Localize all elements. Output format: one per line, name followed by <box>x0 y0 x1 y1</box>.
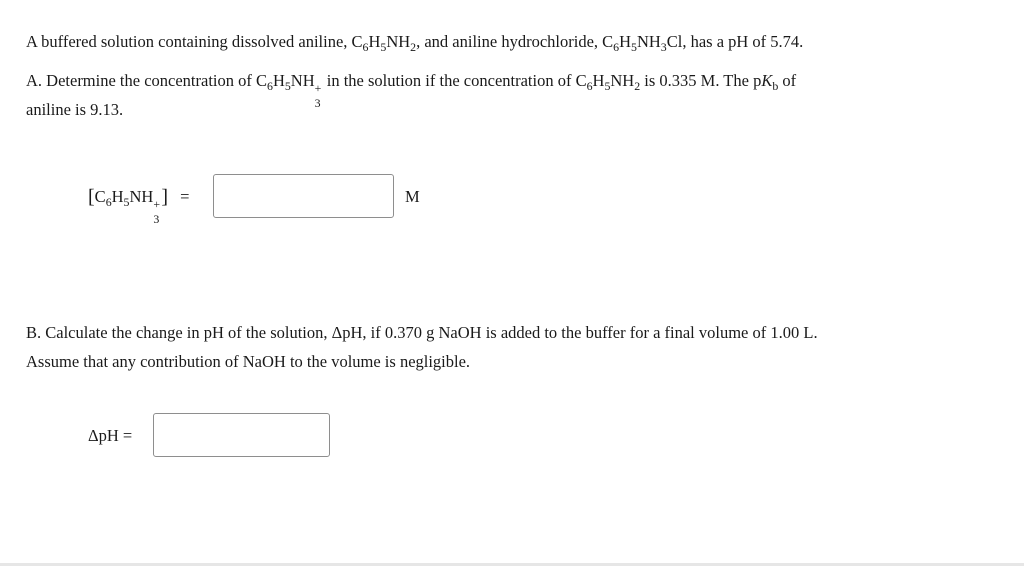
part-a-question: A. Determine the concentration of $C_6H_5NH$ + 3 in the solution if the concentration of $C_6H_5NH_2$ is 0.335 M. The $pK_b$ of <box>26 71 797 110</box>
part-a-answer-label: [$C_6H_5NH$ + 3 ] = <box>88 186 190 226</box>
part-a-unit: M <box>405 187 420 206</box>
part-b-answer-label: ΔpH = <box>88 426 133 445</box>
part-b-question-cont: Assume that any contribution of NaOH to the volume is negligible. <box>26 352 471 371</box>
part-a-question-cont: aniline is 9.13. <box>26 100 124 119</box>
intro-text: A buffered solution containing dissolved aniline, $C_6H_5NH_2$, and aniline hydrochloride, $C_6H_5NH_3Cl$, has a pH of 5.74. <box>26 32 804 55</box>
part-b-question: B. Calculate the change in pH of the solution, ΔpH, if 0.370 g NaOH is added to the buffer for a final volume of 1.00 L. <box>26 323 818 342</box>
part-b-answer-input[interactable] <box>153 413 330 457</box>
part-a-answer-input[interactable] <box>213 174 394 218</box>
